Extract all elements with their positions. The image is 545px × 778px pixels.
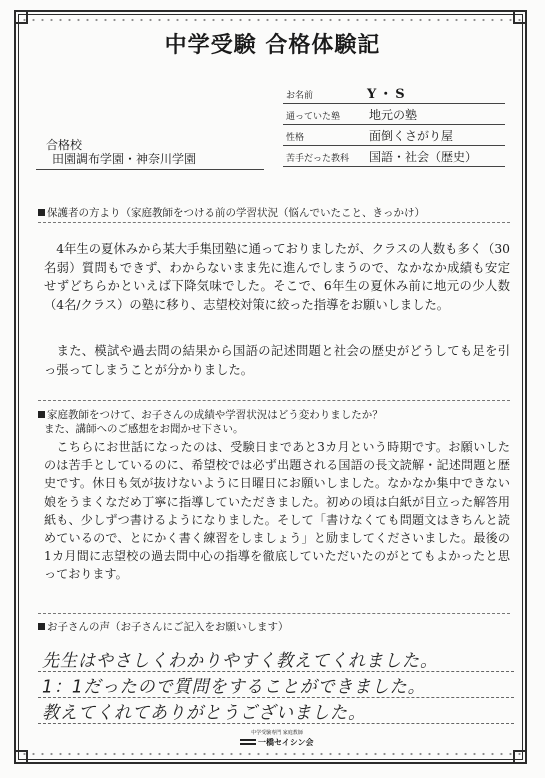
handwritten-text: 1：1だったので質問をすることができました。 bbox=[42, 676, 426, 698]
name-value: Y・S bbox=[367, 87, 408, 102]
logo-mark-icon bbox=[240, 738, 256, 747]
corner-ornament bbox=[513, 750, 527, 764]
school-label: 合格校 bbox=[46, 138, 83, 152]
handwritten-text: 教えてくれてありがとうございました。 bbox=[42, 702, 366, 724]
top-dot-border bbox=[20, 16, 525, 24]
divider bbox=[38, 222, 510, 223]
personality-value: 面倒くさがり屋 bbox=[369, 129, 454, 143]
guardian-paragraph-2: また、模試や過去問の結果から国語の記述問題と社会の歴史がどうしても足を引っ張ってしまうことが分かりました。 bbox=[44, 344, 510, 377]
profile-row-cram-school bbox=[283, 107, 505, 125]
cram-school-value: 地元の塾 bbox=[369, 108, 418, 122]
handwritten-text: 先生はやさしくわかりやすく教えてくれました。 bbox=[42, 650, 438, 672]
profile-row-personality bbox=[283, 128, 505, 146]
guardian-heading: 保護者の方より（家庭教師をつける前の学習状況（悩んでいたこと、きっかけ） bbox=[38, 205, 425, 220]
company-logo bbox=[240, 729, 314, 749]
corner-ornament bbox=[14, 750, 28, 764]
divider bbox=[38, 400, 510, 401]
personality-label: 性格 bbox=[286, 133, 305, 143]
child-line-2 bbox=[38, 678, 514, 698]
results-heading: 家庭教師をつけて、お子さんの成績や学習状況はどう変わりましたか？ bbox=[38, 407, 383, 422]
profile-box bbox=[283, 86, 505, 170]
logo-name: 一橋セイシン会 bbox=[258, 738, 314, 747]
results-heading-line2: また、講師へのご感想をお聞かせ下さい。 bbox=[44, 423, 244, 435]
school-box bbox=[36, 151, 264, 170]
logo-subtitle: 中学受験専門 家庭教師 bbox=[251, 730, 303, 736]
cram-school-label: 通っていた塾 bbox=[286, 112, 341, 122]
weak-subjects-value: 国語・社会（歴史） bbox=[369, 150, 478, 164]
bottom-dot-border bbox=[20, 750, 525, 758]
child-line-1 bbox=[38, 652, 514, 672]
child-heading: お子さんの声（お子さんにご記入をお願いします） bbox=[38, 619, 289, 634]
weak-subjects-label: 苦手だった教科 bbox=[286, 154, 350, 164]
square-bullet-icon bbox=[38, 209, 45, 216]
divider bbox=[38, 613, 510, 614]
profile-row-name bbox=[283, 86, 505, 104]
guardian-paragraph-1: 4年生の夏休みから某大手集団塾に通っておりましたが、クラスの人数も多く（30名弱）質問もできず、わからないまま先に進んでしまうので、なかなか成績も安定せずどちらかといえば下降気味でした。そこで、6年生の夏休み前に地元の少人数（4名/クラス）の塾に移り、志望校対策に絞った指導をお願いしました。 bbox=[44, 242, 510, 312]
child-line-3 bbox=[38, 704, 514, 724]
results-body: こちらにお世話になったのは、受験日まであと3カ月という時期です。お願いしたのは苦手としているのに、希望校では必ず出題される国語の長文読解・記述問題と歴史です。休日も気が抜けないように日曜日にお願いしました。なかなか集中できない娘をうまくなだめ丁寧に指導していただきました。初めの頃は白紙が目立った解答用紙も、少しずつ書けるようになりました。そして「書けなくても問題文はきちんと読めているので、とにかく書く練習をしましょう」と励ましてくださいました。最後の1カ月間に志望校の過去問中心の指導を徹底していただいたのがとてもよかったと思っております。 bbox=[44, 440, 510, 582]
page-title: 中学受験 合格体験記 bbox=[164, 33, 381, 58]
corner-ornament bbox=[513, 10, 527, 24]
name-label: お名前 bbox=[286, 91, 314, 101]
square-bullet-icon bbox=[38, 411, 45, 418]
profile-row-weak-subjects bbox=[283, 149, 505, 167]
corner-ornament bbox=[14, 10, 28, 24]
school-value: 田園調布学園・神奈川学園 bbox=[52, 152, 197, 166]
square-bullet-icon bbox=[38, 623, 45, 630]
